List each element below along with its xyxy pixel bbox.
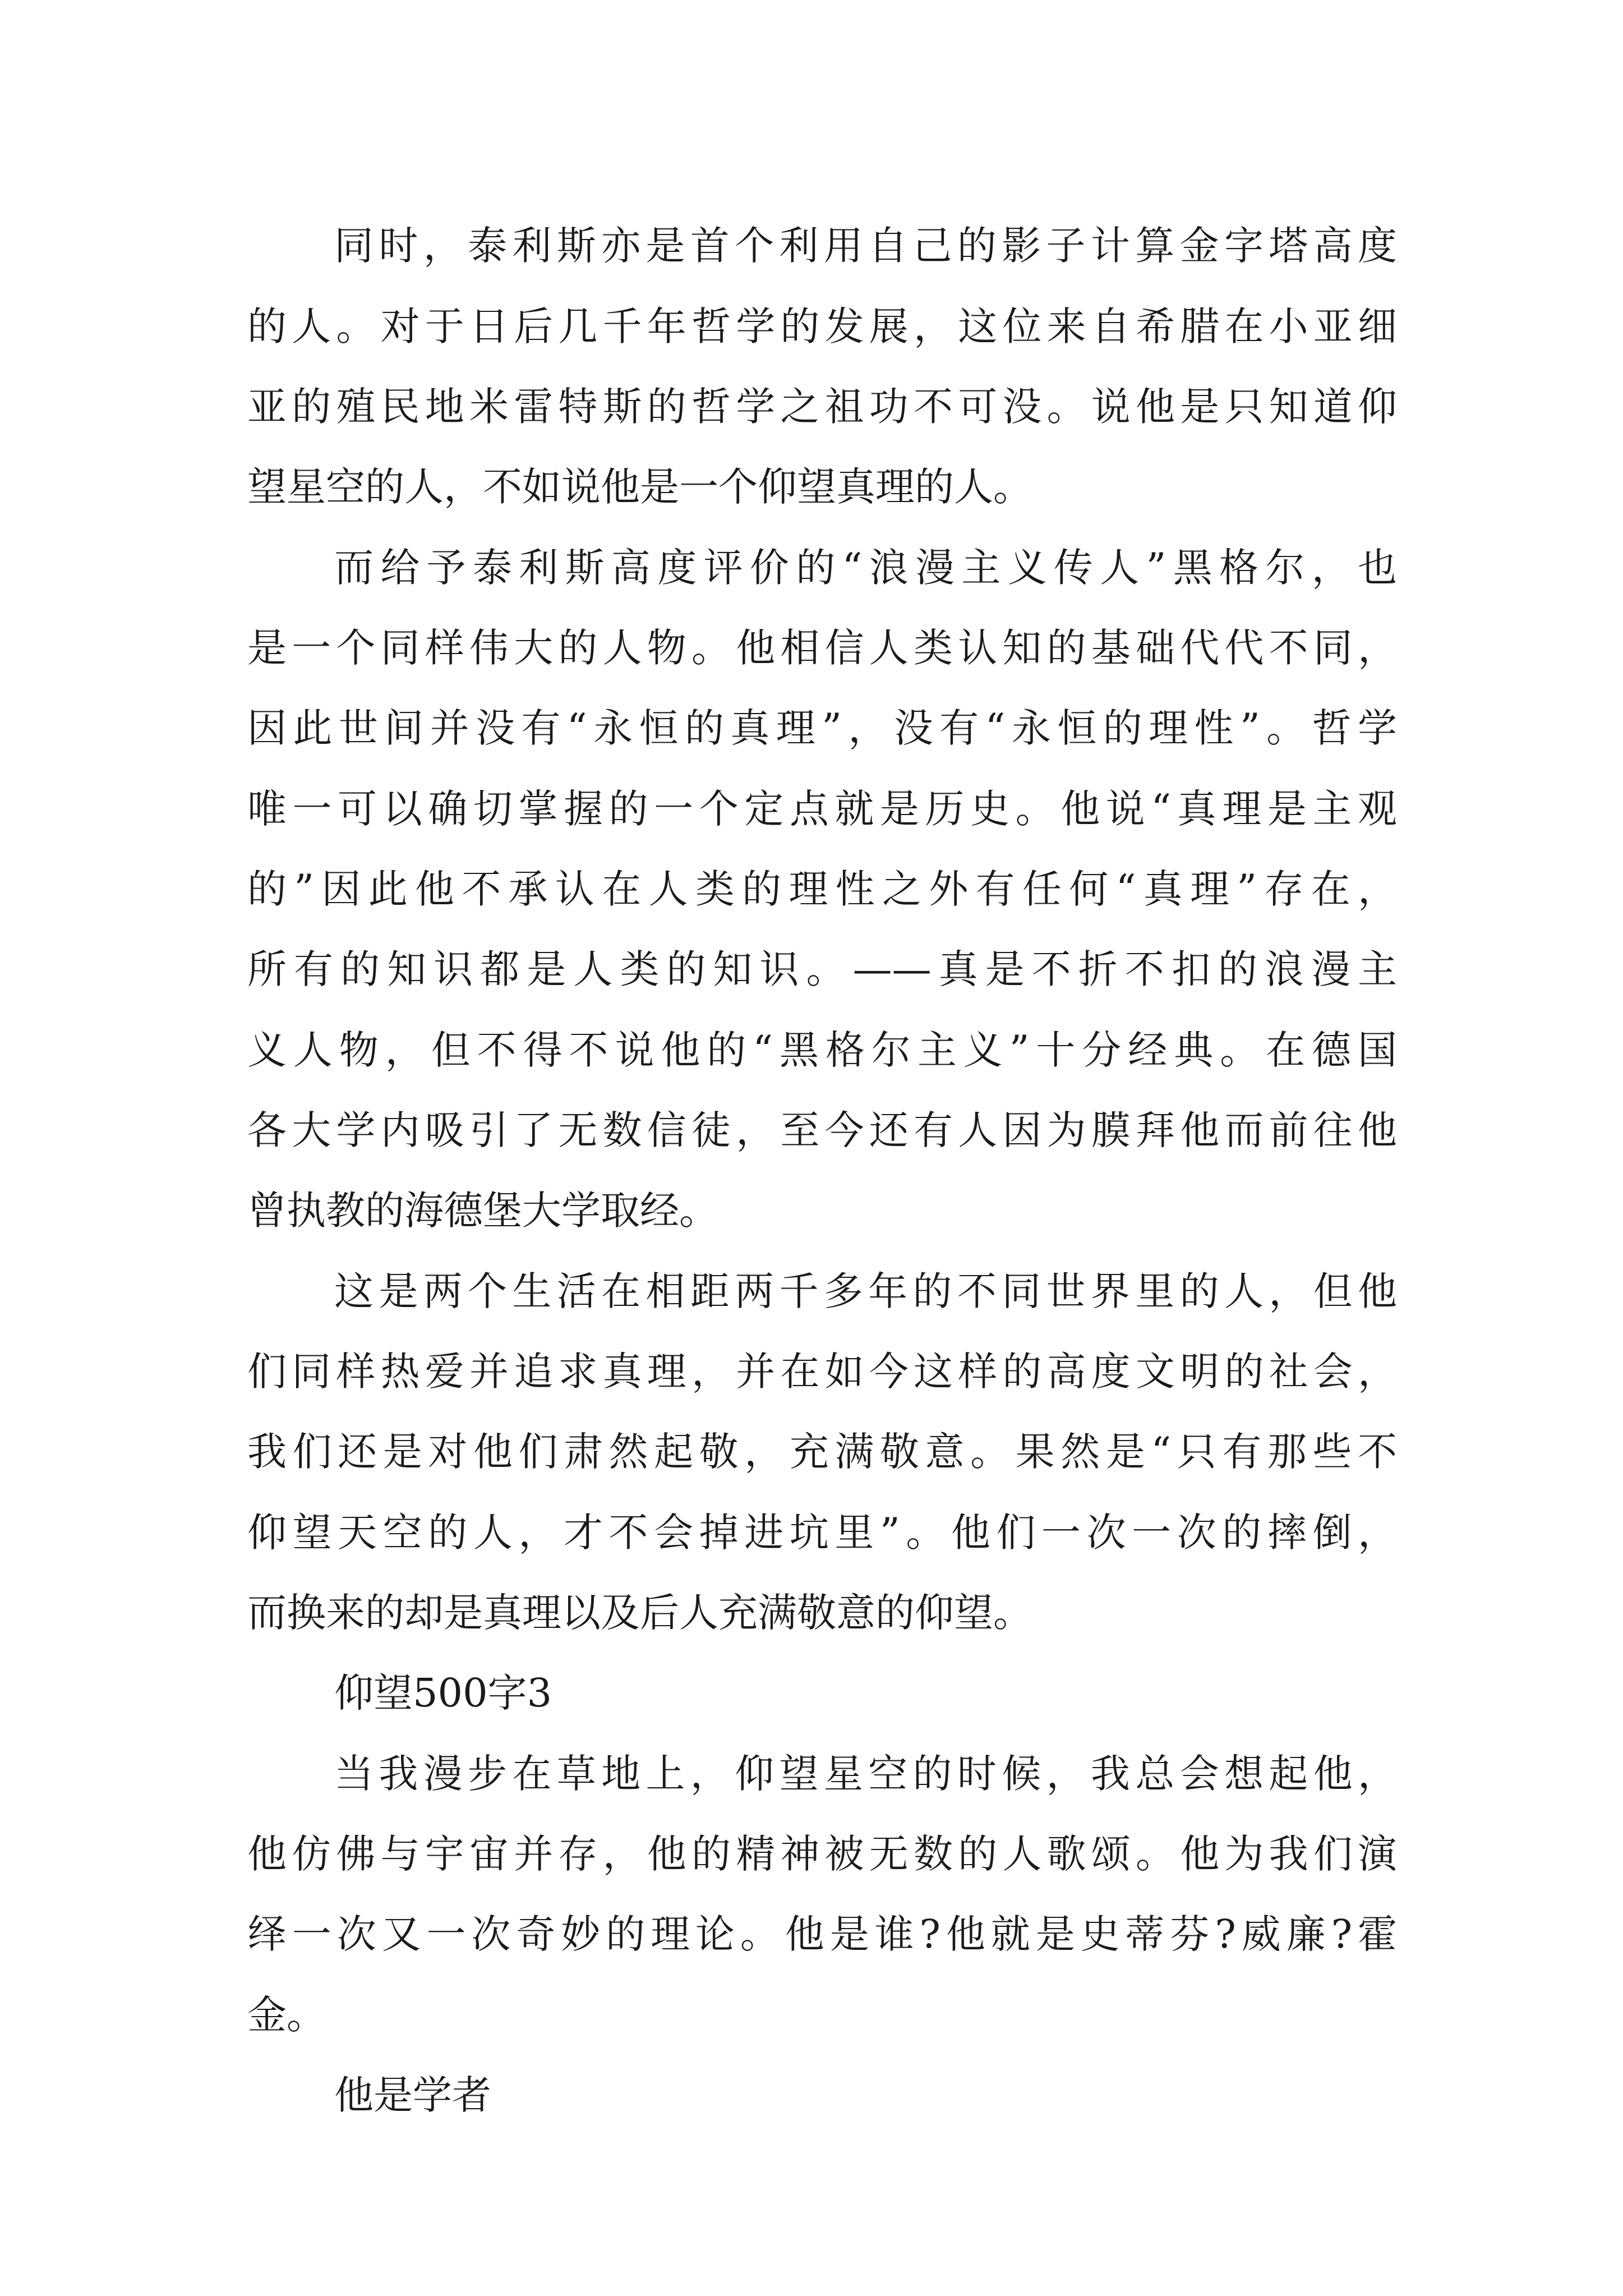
text-line: 曾执教的海德堡大学取经。 [247, 1188, 718, 1234]
text-line: 绎一次又一次奇妙的理论。他是谁?他就是史蒂芬?威廉?霍 [247, 1911, 1397, 1957]
text-line: 这是两个生活在相距两千多年的不同世界里的人，但他 [334, 1268, 1397, 1314]
text-line: 们同样热爱并追求真理，并在如今这样的高度文明的社会， [247, 1349, 1397, 1395]
text-line: 的”因此他不承认在人类的理性之外有任何“真理”存在， [247, 866, 1397, 912]
text-line: 的人。对于日后几千年哲学的发展，这位来自希腊在小亚细 [247, 303, 1397, 349]
text-line: 他是学者 [334, 2072, 491, 2118]
text-line: 金。 [247, 1992, 326, 2038]
section-heading: 仰望500字3 [334, 1670, 552, 1716]
text-line: 唯一可以确切掌握的一个定点就是历史。他说“真理是主观 [247, 786, 1397, 832]
text-line: 所有的知识都是人类的知识。——真是不折不扣的浪漫主 [247, 946, 1397, 992]
text-line: 同时，泰利斯亦是首个利用自己的影子计算金字塔高度 [334, 223, 1397, 269]
text-line: 各大学内吸引了无数信徒，至今还有人因为膜拜他而前往他 [247, 1107, 1397, 1153]
text-line: 仰望天空的人，才不会掉进坑里”。他们一次一次的摔倒， [247, 1510, 1397, 1556]
text-line: 当我漫步在草地上，仰望星空的时候，我总会想起他， [334, 1751, 1397, 1797]
text-line: 我们还是对他们肃然起敬，充满敬意。果然是“只有那些不 [247, 1429, 1397, 1475]
text-line: 而给予泰利斯高度评价的“浪漫主义传人”黑格尔，也 [334, 545, 1397, 591]
text-line: 望星空的人，不如说他是一个仰望真理的人。 [247, 464, 1032, 510]
text-line: 而换来的却是真理以及后人充满敬意的仰望。 [247, 1590, 1032, 1636]
text-line: 因此世间并没有“永恒的真理”，没有“永恒的理性”。哲学 [247, 705, 1397, 751]
text-line: 亚的殖民地米雷特斯的哲学之祖功不可没。说他是只知道仰 [247, 384, 1397, 430]
text-line: 是一个同样伟大的人物。他相信人类认知的基础代代不同， [247, 625, 1397, 671]
text-line: 他仿佛与宇宙并存，他的精神被无数的人歌颂。他为我们演 [247, 1831, 1397, 1877]
text-line: 义人物，但不得不说他的“黑格尔主义”十分经典。在德国 [247, 1027, 1397, 1073]
